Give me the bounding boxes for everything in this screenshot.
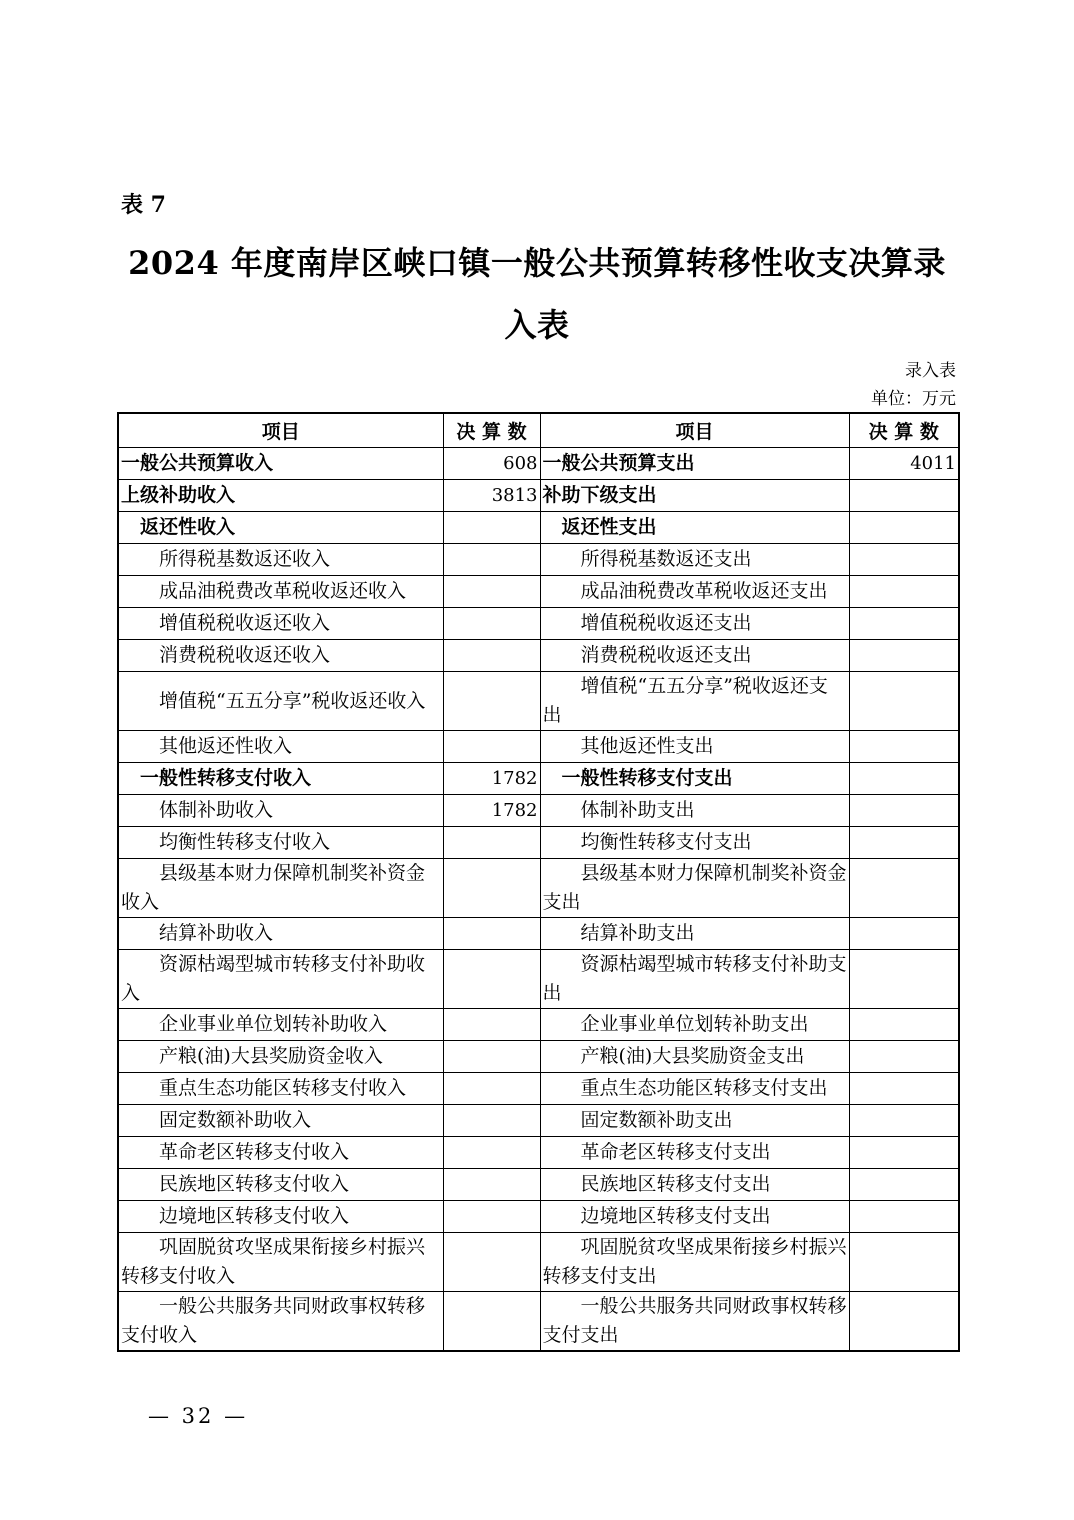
- item-cell-right: 增值税税收返还支出: [540, 608, 849, 640]
- header-item-left: 项目: [118, 413, 443, 448]
- document-title: 2024 年度南岸区峡口镇一般公共预算转移性收支决算录入表: [128, 244, 946, 344]
- table-row: [118, 731, 959, 763]
- item-cell-left: 体制补助收入: [118, 795, 443, 827]
- item-cell-right: 产粮(油)大县奖励资金支出: [540, 1041, 849, 1073]
- item-cell-right: 一般公共预算支出: [540, 448, 849, 480]
- value-cell-left: [443, 1041, 540, 1073]
- table-row: [118, 1137, 959, 1169]
- unit-note: 单位：万元: [871, 389, 956, 409]
- item-cell-right: 返还性支出: [540, 512, 849, 544]
- item-cell-right: 民族地区转移支付支出: [540, 1169, 849, 1201]
- item-cell-left: 革命老区转移支付收入: [118, 1137, 443, 1169]
- value-cell-left: [443, 918, 540, 950]
- table-row: [118, 576, 959, 608]
- item-cell-left: 均衡性转移支付收入: [118, 827, 443, 859]
- value-cell-left: [443, 1201, 540, 1233]
- table-row: [118, 827, 959, 859]
- value-cell-right: [849, 1041, 959, 1073]
- value-cell-left: [443, 950, 540, 1009]
- item-cell-right: 边境地区转移支付支出: [540, 1201, 849, 1233]
- table-row: [118, 608, 959, 640]
- table-row: [118, 1009, 959, 1041]
- item-cell-right: 成品油税费改革税收返还支出: [540, 576, 849, 608]
- value-cell-right: [849, 918, 959, 950]
- item-cell-left: 企业事业单位划转补助收入: [118, 1009, 443, 1041]
- item-cell-left: 增值税税收返还收入: [118, 608, 443, 640]
- item-cell-left: 消费税税收返还收入: [118, 640, 443, 672]
- table-row: [118, 950, 959, 1009]
- item-cell-left: 民族地区转移支付收入: [118, 1169, 443, 1201]
- table-row: [118, 795, 959, 827]
- value-cell-left: [443, 827, 540, 859]
- item-cell-right: 重点生态功能区转移支付支出: [540, 1073, 849, 1105]
- item-cell-left: 返还性收入: [118, 512, 443, 544]
- value-cell-left: [443, 859, 540, 918]
- value-cell-right: [849, 1233, 959, 1292]
- value-cell-left: [443, 512, 540, 544]
- header-value-left: 决 算 数: [443, 413, 540, 448]
- value-cell-right: [849, 544, 959, 576]
- item-cell-right: 资源枯竭型城市转移支付补助支出: [540, 950, 849, 1009]
- item-cell-left: 一般性转移支付收入: [118, 763, 443, 795]
- value-cell-left: 1782: [443, 795, 540, 827]
- table-row: [118, 672, 959, 731]
- item-cell-left: 巩固脱贫攻坚成果衔接乡村振兴转移支付收入: [118, 1233, 443, 1292]
- item-cell-right: 增值税“五五分享”税收返还支出: [540, 672, 849, 731]
- table-row: [118, 763, 959, 795]
- value-cell-left: [443, 672, 540, 731]
- item-cell-right: 一般公共服务共同财政事权转移支付支出: [540, 1292, 849, 1352]
- page-number: — 32 —: [148, 1404, 249, 1428]
- value-cell-left: [443, 1073, 540, 1105]
- item-cell-left: 重点生态功能区转移支付收入: [118, 1073, 443, 1105]
- table-row: [118, 1073, 959, 1105]
- item-cell-left: 一般公共预算收入: [118, 448, 443, 480]
- budget-table: [117, 412, 960, 1352]
- value-cell-right: [849, 576, 959, 608]
- value-cell-left: [443, 640, 540, 672]
- value-cell-left: [443, 1137, 540, 1169]
- value-cell-left: [443, 1009, 540, 1041]
- item-cell-left: 成品油税费改革税收返还收入: [118, 576, 443, 608]
- value-cell-right: [849, 763, 959, 795]
- value-cell-right: 4011: [849, 448, 959, 480]
- value-cell-left: [443, 1233, 540, 1292]
- table-row: [118, 1105, 959, 1137]
- item-cell-right: 消费税税收返还支出: [540, 640, 849, 672]
- value-cell-left: [443, 576, 540, 608]
- table-row: [118, 1041, 959, 1073]
- value-cell-right: [849, 1292, 959, 1352]
- value-cell-right: [849, 1009, 959, 1041]
- item-cell-left: 增值税“五五分享”税收返还收入: [118, 672, 443, 731]
- table-row: [118, 640, 959, 672]
- item-cell-right: 所得税基数返还支出: [540, 544, 849, 576]
- item-cell-left: 资源枯竭型城市转移支付补助收入: [118, 950, 443, 1009]
- value-cell-right: [849, 795, 959, 827]
- item-cell-right: 县级基本财力保障机制奖补资金支出: [540, 859, 849, 918]
- value-cell-right: [849, 731, 959, 763]
- item-cell-left: 一般公共服务共同财政事权转移支付收入: [118, 1292, 443, 1352]
- value-cell-left: [443, 544, 540, 576]
- value-cell-right: [849, 480, 959, 512]
- value-cell-left: [443, 1105, 540, 1137]
- table-row: [118, 859, 959, 918]
- table-label: 表 7: [121, 192, 166, 218]
- value-cell-right: [849, 827, 959, 859]
- item-cell-right: 革命老区转移支付支出: [540, 1137, 849, 1169]
- value-cell-right: [849, 608, 959, 640]
- value-cell-left: 608: [443, 448, 540, 480]
- value-cell-right: [849, 1073, 959, 1105]
- item-cell-right: 一般性转移支付支出: [540, 763, 849, 795]
- table-row: [118, 1233, 959, 1292]
- value-cell-right: [849, 859, 959, 918]
- header-row: [118, 413, 959, 448]
- entry-table-note: 录入表: [905, 361, 956, 381]
- value-cell-right: [849, 1105, 959, 1137]
- header-value-right: 决 算 数: [849, 413, 959, 448]
- value-cell-left: [443, 1169, 540, 1201]
- budget-table-body: [118, 448, 959, 1352]
- header-item-right: 项目: [540, 413, 849, 448]
- item-cell-left: 边境地区转移支付收入: [118, 1201, 443, 1233]
- item-cell-right: 均衡性转移支付支出: [540, 827, 849, 859]
- value-cell-right: [849, 512, 959, 544]
- table-row: [118, 918, 959, 950]
- value-cell-left: 3813: [443, 480, 540, 512]
- value-cell-right: [849, 640, 959, 672]
- item-cell-right: 其他返还性支出: [540, 731, 849, 763]
- item-cell-left: 上级补助收入: [118, 480, 443, 512]
- item-cell-left: 产粮(油)大县奖励资金收入: [118, 1041, 443, 1073]
- budget-table-header: [118, 413, 959, 448]
- table-row: [118, 1201, 959, 1233]
- item-cell-right: 巩固脱贫攻坚成果衔接乡村振兴转移支付支出: [540, 1233, 849, 1292]
- item-cell-left: 固定数额补助收入: [118, 1105, 443, 1137]
- item-cell-left: 其他返还性收入: [118, 731, 443, 763]
- value-cell-left: [443, 731, 540, 763]
- value-cell-right: [849, 672, 959, 731]
- table-row: [118, 544, 959, 576]
- value-cell-right: [849, 1137, 959, 1169]
- table-row: [118, 512, 959, 544]
- value-cell-left: [443, 1292, 540, 1352]
- table-row: [118, 1292, 959, 1352]
- table-row: [118, 448, 959, 480]
- item-cell-left: 结算补助收入: [118, 918, 443, 950]
- item-cell-right: 固定数额补助支出: [540, 1105, 849, 1137]
- item-cell-left: 县级基本财力保障机制奖补资金收入: [118, 859, 443, 918]
- value-cell-right: [849, 950, 959, 1009]
- value-cell-left: [443, 608, 540, 640]
- value-cell-left: 1782: [443, 763, 540, 795]
- item-cell-right: 补助下级支出: [540, 480, 849, 512]
- item-cell-right: 企业事业单位划转补助支出: [540, 1009, 849, 1041]
- item-cell-right: 结算补助支出: [540, 918, 849, 950]
- table-row: [118, 1169, 959, 1201]
- value-cell-right: [849, 1169, 959, 1201]
- item-cell-left: 所得税基数返还收入: [118, 544, 443, 576]
- item-cell-right: 体制补助支出: [540, 795, 849, 827]
- value-cell-right: [849, 1201, 959, 1233]
- table-row: [118, 480, 959, 512]
